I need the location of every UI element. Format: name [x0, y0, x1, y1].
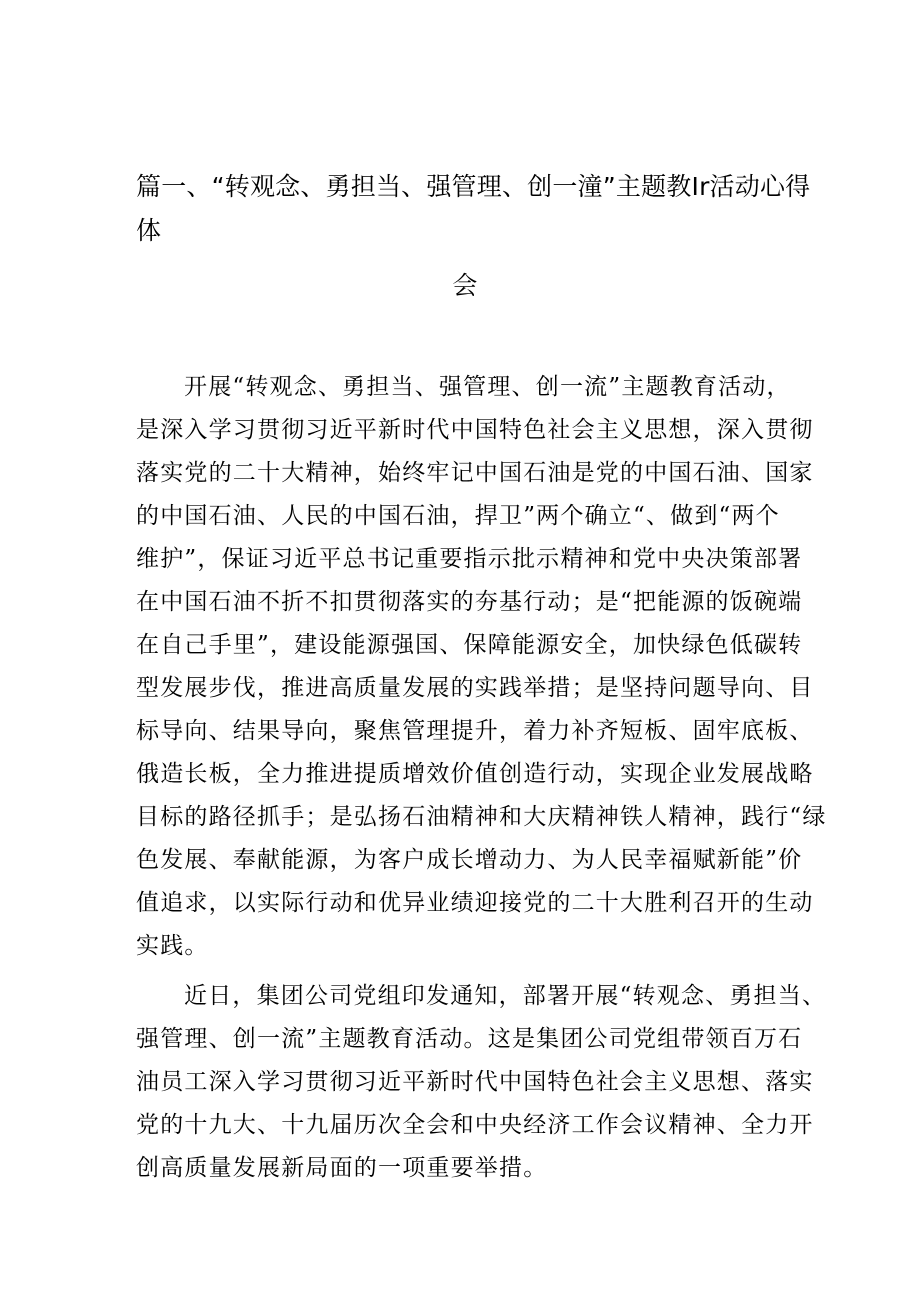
- paragraph-1-line: 落实党的二十大精神，始终牢记中国石油是党的中国石油、国家: [136, 460, 814, 486]
- paragraph-2-line: 近日，集团公司党组印发通知，部署开展“转观念、勇担当、: [184, 983, 827, 1009]
- document-title-line-1: 篇一、“转观念、勇担当、强管理、创一潼”主题教Ir活动心得: [136, 172, 811, 201]
- paragraph-1-line: 的中国石油、人民的中国石油，捍卫”两个确立“、做到“两个: [136, 503, 780, 529]
- paragraph-1-line: 目标的路径抓手；是弘扬石油精神和大庆精神铁人精神，践行“绿: [136, 804, 827, 830]
- paragraph-1-line: 在中国石油不折不扣贯彻落实的夯基行动；是“把能源的饭碗端: [136, 589, 803, 615]
- paragraph-1-line: 开展“转观念、勇担当、强管理、创一流”主题教育活动，: [184, 374, 791, 400]
- paragraph-1-line: 色发展、奉献能源，为客户成长增动力、为人民幸福赋新能”价: [136, 847, 803, 873]
- paragraph-2-line: 油员工深入学习贯彻习近平新时代中国特色社会主义思想、落实: [136, 1069, 814, 1095]
- paragraph-2-line: 强管理、创一流”主题教育活动。这是集团公司党组带领百万石: [136, 1026, 803, 1052]
- paragraph-2-line: 党的十九大、十九届历次全会和中央经济工作会议精神、全力开: [136, 1112, 814, 1138]
- paragraph-2-line: 创高质量发展新局面的一项重要举措。: [136, 1155, 548, 1181]
- paragraph-1-line: 值追求，以实际行动和优异业绩迎接党的二十大胜利召开的生动: [136, 890, 814, 916]
- paragraph-1-line: 型发展步伐，推进高质量发展的实践举措；是坚持问题导向、目: [136, 675, 814, 701]
- document-title-line-3: 会: [452, 271, 478, 300]
- paragraph-1-line: 是深入学习贯彻习近平新时代中国特色社会主义思想，深入贯彻: [136, 417, 814, 443]
- paragraph-1-line: 标导向、结果导向，聚焦管理提升，着力补齐短板、固牢底板、: [136, 718, 814, 744]
- paragraph-1-line: 在自己手里”，建设能源强国、保障能源安全，加快绿色低碳转: [136, 632, 803, 658]
- paragraph-1-line: 俄造长板，全力推进提质增效价值创造行动，实现企业发展战略: [136, 761, 814, 787]
- paragraph-1-line: 维护”，保证习近平总书记重要指示批示精神和党中央决策部署: [136, 546, 803, 572]
- document-title-line-2: 体: [136, 216, 162, 245]
- paragraph-1-line: 实践。: [136, 933, 209, 959]
